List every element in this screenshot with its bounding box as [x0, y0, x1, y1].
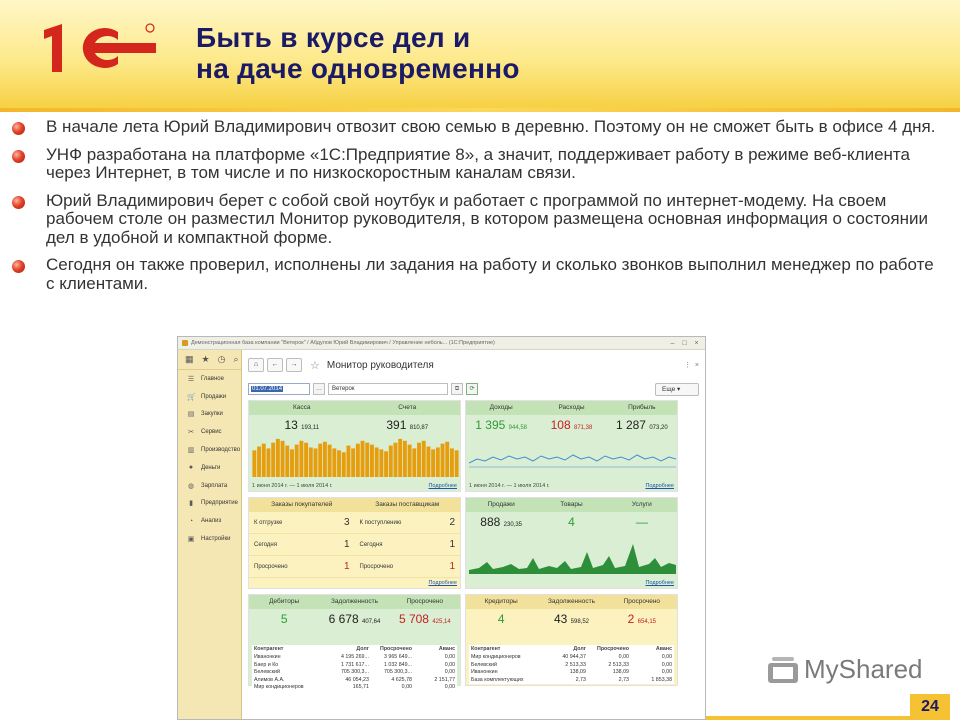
table-cell: Белевский	[471, 661, 497, 668]
page-title: Монитор руководителя	[326, 359, 434, 371]
customer-orders-list	[249, 512, 355, 578]
income-header: Доходы	[489, 404, 513, 411]
creditors-overdue-value: 2 654,15	[627, 612, 657, 626]
settings-icon: ▣	[187, 536, 195, 544]
refresh-button[interactable]: ⟳	[466, 383, 478, 395]
creditors-overdue-header: Просрочено	[623, 598, 661, 605]
sales-area-chart	[469, 534, 676, 574]
expense-header: Расходы	[558, 404, 585, 411]
order-row-label: Просрочено	[254, 563, 288, 570]
table-row[interactable]	[252, 677, 457, 685]
cash-bar	[365, 443, 369, 477]
debtors-widget	[248, 594, 461, 690]
more-button[interactable]: Еще ▾	[655, 383, 699, 396]
table-cell: 0,00	[444, 654, 456, 660]
table-cell: Баер и Ко	[254, 661, 279, 668]
bullet-text: Сегодня он также проверил, исполнены ли задания на работу и сколько звонков выполнил менеджер по работе с клиентами.	[46, 255, 934, 293]
sidebar-item-label: Предприятие	[201, 500, 238, 507]
table-cell: 3 965 649...	[383, 654, 412, 660]
close-icon[interactable]: ×	[694, 339, 699, 347]
cash-bar	[337, 450, 341, 477]
cash-bar	[403, 441, 407, 477]
sidebar-item[interactable]	[178, 406, 241, 424]
cash-bar	[285, 446, 289, 477]
cash-bar	[361, 441, 365, 477]
slide-title-line2: на даче одновременно	[196, 53, 520, 84]
factory-icon: ▥	[187, 447, 195, 455]
scheta-header: Счета	[398, 404, 417, 411]
bottom-strip	[706, 716, 910, 720]
sidebar-item-label: Производство	[201, 447, 241, 454]
profit-value: 1 287 073,20	[615, 418, 668, 432]
creditors-count: 4	[497, 612, 505, 626]
table-cell: 1 731 617...	[340, 661, 369, 668]
debtors-overdue-value: 5 708 425,14	[398, 612, 451, 626]
cash-bar	[267, 448, 271, 477]
cart-icon: 🛒	[187, 393, 196, 401]
sidebar-item[interactable]	[178, 512, 241, 530]
creditors-debt-value: 43 598,52	[553, 612, 590, 626]
table-cell: 0,00	[444, 684, 456, 690]
creditors-header: Кредиторы	[484, 598, 518, 605]
cash-bar	[356, 444, 360, 477]
table-header-cell: Аванс	[438, 646, 456, 652]
debtors-debt-value: 6 678 407,64	[328, 612, 381, 626]
cash-bar-chart	[252, 437, 459, 477]
sidebar-toolbar	[178, 350, 241, 370]
table-cell: 2,73	[575, 676, 586, 683]
home-button[interactable]: ⌂	[248, 358, 264, 372]
table-cell: 2 513,33	[608, 661, 629, 668]
kassa-header: Касса	[292, 404, 311, 411]
calendar-button[interactable]: …	[313, 383, 325, 395]
table-cell: 2 513,33	[565, 661, 586, 668]
order-row-value[interactable]: 1	[449, 539, 455, 550]
sidebar-item[interactable]	[178, 495, 241, 513]
dashboard-grid	[248, 400, 699, 691]
date-value: 01.07.2014	[252, 386, 283, 392]
sales-details-link[interactable]: Подробнее	[645, 580, 674, 586]
cash-bar	[445, 442, 449, 477]
watermark-text: MyShared	[804, 654, 923, 684]
table-cell: 2 151,77	[434, 676, 456, 683]
sidebar-item[interactable]	[178, 423, 241, 441]
orders-widget	[248, 497, 461, 589]
services-value: —	[635, 515, 648, 529]
cash-bar	[299, 441, 303, 477]
slide-title	[196, 22, 520, 84]
table-cell: 1 853,38	[651, 676, 673, 683]
cash-bar	[271, 443, 275, 477]
table-cell: 46 054,23	[345, 676, 369, 683]
table-cell: Мир кондиционеров	[254, 684, 304, 690]
bullet-item	[10, 146, 945, 183]
cash-bar	[441, 444, 445, 477]
table-cell: 1 032 849...	[383, 661, 412, 668]
table-cell: Иванонкин	[254, 654, 281, 660]
table-cell: 0,00	[661, 654, 673, 660]
table-header-cell: Просрочено	[597, 646, 629, 652]
table-cell: 0,00	[401, 684, 412, 690]
truck-icon: ▤	[187, 411, 195, 419]
income-line-chart	[469, 437, 676, 477]
slide-header	[0, 0, 960, 112]
cash-bar	[394, 443, 398, 477]
table-row[interactable]	[469, 677, 674, 685]
order-row-value[interactable]: 1	[343, 539, 350, 550]
table-row[interactable]	[252, 684, 457, 692]
app-screenshot	[177, 336, 706, 720]
sidebar-item-label: Сервис	[201, 429, 222, 436]
order-row-label: Сегодня	[254, 541, 277, 548]
order-row-label: К поступлению	[359, 519, 402, 526]
cash-bar	[332, 448, 336, 477]
table-cell: Белевский	[254, 669, 280, 675]
cash-bar	[262, 444, 266, 477]
sidebar-item[interactable]	[178, 370, 241, 388]
more-label: Еще	[662, 385, 676, 393]
sidebar-item-label: Настройки	[201, 536, 231, 543]
more-dots-icon[interactable]: ⋮	[683, 362, 691, 369]
bullet-dot-icon	[12, 122, 25, 135]
slide-title-line1: Быть в курсе дел и	[196, 22, 471, 53]
table-row[interactable]	[469, 654, 674, 662]
cash-bar	[412, 448, 416, 477]
table-cell: 0,00	[444, 661, 456, 668]
table-cell: 0,00	[618, 654, 629, 660]
table-row[interactable]	[252, 654, 457, 662]
order-row-label: Просрочено	[359, 563, 394, 570]
supplier-orders-header: Заказы поставщикам	[375, 501, 440, 508]
customer-orders-header: Заказы покупателей	[271, 501, 333, 508]
main-content	[242, 350, 705, 720]
income-widget	[465, 400, 678, 492]
sidebar-item[interactable]	[178, 388, 241, 406]
app-logo-icon	[182, 340, 188, 346]
cash-bar	[318, 444, 322, 477]
sidebar-item[interactable]	[178, 530, 241, 548]
order-row-label: К отгрузке	[254, 519, 283, 526]
list-icon: ☰	[187, 375, 195, 383]
cash-bar	[314, 448, 318, 477]
debtors-table	[252, 645, 457, 692]
bullet-text: УНФ разработана на платформе «1С:Предприятие 8», а значит, поддерживает работу в режиме веб-клиента через Интернет, в том числе и по низкоскоростным каналам связи.	[46, 144, 910, 182]
cash-bar	[455, 450, 459, 477]
history-icon[interactable]: ◷	[217, 354, 226, 364]
grid-icon[interactable]: ▦	[185, 354, 194, 364]
bullet-list	[10, 118, 945, 302]
table-row[interactable]	[252, 669, 457, 677]
1c-logo-icon	[40, 20, 160, 76]
page-number: 24	[910, 694, 950, 720]
order-row	[249, 534, 355, 556]
table-header-cell: Долг	[356, 646, 369, 652]
table-header-cell: Контрагент	[254, 646, 284, 652]
table-cell: 0,00	[661, 661, 673, 668]
cash-bar	[431, 449, 435, 477]
cash-bar	[346, 446, 350, 477]
cash-bar	[304, 443, 308, 477]
sales-area	[469, 544, 676, 574]
open-icon[interactable]: ⧉	[451, 383, 463, 395]
table-cell: 2,73	[618, 676, 629, 683]
cash-bar	[426, 447, 430, 477]
table-cell: 705 300,3...	[383, 669, 412, 675]
cash-bar	[384, 451, 388, 477]
watermark-logo-icon	[766, 655, 800, 685]
sidebar-item[interactable]	[178, 477, 241, 495]
date-input[interactable]	[248, 383, 310, 395]
bullet-dot-icon	[12, 260, 25, 273]
filter-row	[248, 380, 699, 398]
sales-header: Продажи	[487, 501, 515, 508]
app-titlebar	[178, 337, 705, 350]
app-sidebar	[178, 350, 242, 720]
back-button[interactable]: ←	[267, 358, 283, 372]
creditors-widget	[465, 594, 678, 686]
sales-value: 888 230,35	[480, 515, 523, 529]
creditors-debt-header: Задолженность	[548, 598, 595, 605]
cash-bar	[323, 442, 327, 477]
sidebar-item-label: Закупки	[201, 411, 223, 418]
order-row-label: Сегодня	[359, 541, 383, 548]
cash-bar	[276, 439, 280, 477]
sidebar-item[interactable]	[178, 459, 241, 477]
cash-bar	[408, 445, 412, 477]
profit-header: Прибыль	[628, 404, 656, 411]
order-row	[355, 512, 461, 534]
table-cell: 4 195 269...	[340, 654, 369, 660]
table-header-cell: Контрагент	[471, 646, 501, 652]
cash-bar	[351, 448, 355, 477]
sidebar-item-label: Главное	[201, 375, 224, 382]
supplier-orders-list	[355, 512, 461, 578]
creditors-table	[469, 645, 674, 684]
watermark	[766, 654, 923, 685]
sales-widget	[465, 497, 678, 589]
bullet-dot-icon	[12, 150, 25, 163]
cash-details-link[interactable]: Подробнее	[428, 483, 457, 489]
debtors-count: 5	[280, 612, 288, 626]
order-row	[249, 512, 355, 534]
favorite-star-icon[interactable]: ☆	[310, 359, 320, 372]
table-cell: 138,09	[612, 669, 629, 675]
bullet-item	[10, 256, 945, 293]
table-header-cell: Долг	[573, 646, 586, 652]
table-row[interactable]	[469, 669, 674, 677]
sidebar-items	[178, 370, 241, 548]
table-cell: 0,00	[661, 669, 673, 675]
app-window-title: Демонстрационная база компании "Ветерок" / Абдулов Юрий Владимирович / Управление неболь... (1С:Предприятие)	[191, 340, 495, 346]
bullet-item	[10, 118, 945, 137]
table-row[interactable]	[469, 662, 674, 670]
wrench-icon: ✂	[188, 429, 194, 437]
debtors-debt-header: Задолженность	[331, 598, 378, 605]
order-row	[355, 556, 461, 578]
content-window-controls	[684, 361, 699, 369]
close-form-icon[interactable]: ×	[694, 361, 699, 369]
maximize-icon[interactable]: □	[682, 339, 687, 347]
table-cell: 705 300,3...	[340, 669, 369, 675]
cash-bar	[252, 450, 256, 477]
goods-value: 4	[568, 515, 575, 529]
table-cell: Алимов А.А.	[254, 676, 285, 683]
favorites-icon[interactable]: ★	[201, 354, 210, 364]
table-header-cell: Аванс	[655, 646, 673, 652]
sidebar-item[interactable]	[178, 441, 241, 459]
debtors-overdue-header: Просрочено	[406, 598, 444, 605]
debtors-header: Дебиторы	[269, 598, 300, 605]
table-cell: База комплектующих	[471, 676, 524, 683]
cash-bar	[328, 445, 332, 477]
forward-button[interactable]: →	[286, 358, 302, 372]
income-line	[469, 455, 676, 463]
people-icon: ◍	[187, 482, 195, 490]
bullet-item	[10, 192, 945, 248]
building-icon: ▮	[189, 500, 193, 508]
sidebar-item-label: Деньги	[201, 464, 221, 471]
kassa-value: 13 193,11	[284, 418, 320, 432]
bullet-text: В начале лета Юрий Владимирович отвозит свою семью в деревню. Поэтому он не сможет быть в офисе 4 дня.	[46, 117, 936, 136]
order-row-value[interactable]: 1	[449, 561, 455, 572]
content-toolbar	[248, 354, 699, 376]
coins-icon: ●	[188, 464, 194, 472]
income-value: 1 395 944,58	[475, 418, 528, 432]
cash-bar	[436, 447, 440, 477]
table-cell: 138,09	[569, 669, 586, 675]
bullet-dot-icon	[12, 196, 25, 209]
cash-bar	[257, 447, 261, 477]
table-cell: 165,71	[352, 684, 369, 690]
table-cell: Иванонкин	[471, 669, 498, 675]
cash-bar	[295, 445, 299, 477]
table-header-cell: Просрочено	[380, 646, 412, 652]
search-icon[interactable]: ⌕	[233, 354, 239, 364]
cash-bar	[450, 448, 454, 477]
1c-logo	[40, 20, 160, 76]
chart-icon: ◔	[188, 517, 194, 525]
cash-bar	[342, 452, 346, 477]
cash-period: 1 июня 2014 г. — 1 июля 2014 г.	[252, 483, 333, 489]
sidebar-item-label: Анализ	[201, 518, 222, 525]
order-row	[249, 556, 355, 578]
table-cell: 4 625,78	[391, 676, 412, 683]
cash-bar	[422, 441, 426, 477]
order-row-value[interactable]: 3	[343, 517, 350, 528]
income-period: 1 июня 2014 г. — 1 июля 2014 г.	[469, 483, 550, 489]
cash-bar	[290, 449, 294, 477]
cash-bar	[398, 439, 402, 477]
cash-widget	[248, 400, 461, 492]
sidebar-item-label: Зарплата	[201, 482, 228, 489]
cash-bar	[417, 443, 421, 477]
sidebar-item-label: Продажи	[201, 393, 227, 400]
table-cell: 40 944,37	[562, 654, 586, 660]
cash-bar	[379, 449, 383, 477]
orders-details-link[interactable]: Подробнее	[428, 580, 457, 586]
table-header	[469, 645, 674, 654]
table-cell: 0,00	[444, 669, 456, 675]
cash-bar	[370, 445, 374, 477]
cash-bar	[375, 447, 379, 477]
income-details-link[interactable]: Подробнее	[645, 483, 674, 489]
organization-input[interactable]: Ветерок	[328, 383, 448, 395]
services-header: Услуги	[631, 501, 652, 508]
scheta-value: 391 810,87	[386, 418, 429, 432]
cash-bar	[389, 446, 393, 477]
order-row-value[interactable]: 1	[343, 561, 350, 572]
table-header	[252, 645, 457, 654]
order-row-value[interactable]: 2	[449, 517, 455, 528]
cash-bar	[309, 447, 313, 477]
table-row[interactable]	[252, 662, 457, 670]
goods-header: Товары	[560, 501, 583, 508]
bullet-text: Юрий Владимирович берет с собой свой ноутбук и работает с программой по интернет-модему. На своем рабочем столе он разместил Монитор руководителя, в котором размещена основная информация о состоянии дел в удобной и компактной форме.	[46, 190, 928, 247]
minimize-icon[interactable]: –	[670, 339, 675, 347]
table-cell: Мир кондиционеров	[471, 654, 521, 660]
cash-bar	[281, 441, 285, 477]
order-row	[355, 534, 461, 556]
expense-value: 108 871,38	[550, 418, 593, 432]
